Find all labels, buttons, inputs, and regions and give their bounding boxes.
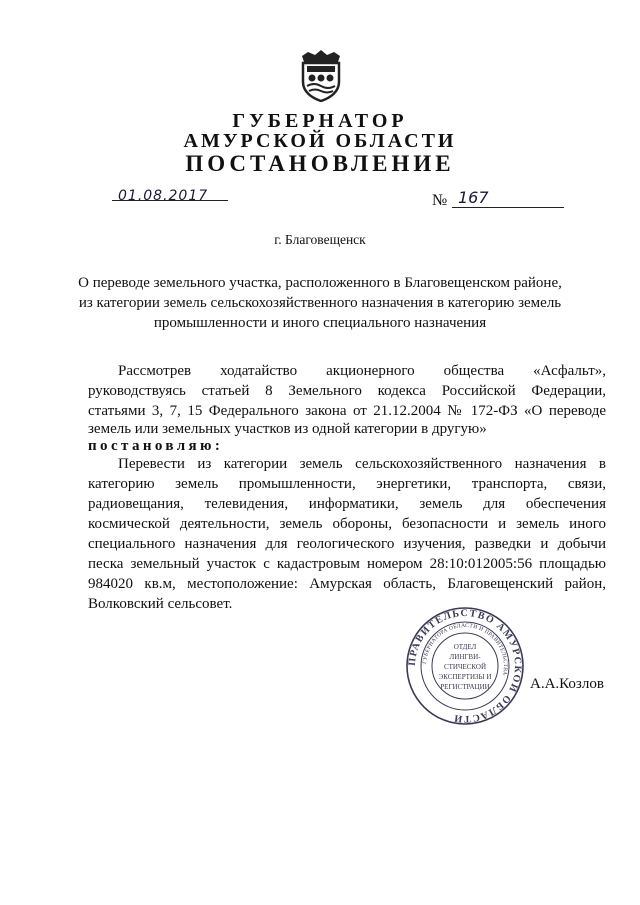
header-title-governor: ГУБЕРНАТОР bbox=[232, 110, 408, 132]
body-p2-line-3: радиовещания, телевидения, информатики, земель для обеспечения bbox=[88, 496, 606, 512]
body-p2-line-4: космической деятельности, земель обороны, безопасности и земель иного bbox=[88, 516, 606, 532]
number-underline bbox=[452, 207, 564, 208]
stamp-center-line-4: ЭКСПЕРТИЗЫ И bbox=[438, 673, 492, 681]
signer-name: А.А.Козлов bbox=[530, 676, 604, 692]
body-p2-line-8: Волковский сельсовет. bbox=[88, 596, 233, 612]
body-p1-line-2: руководствуясь статьей 8 Земельного кодекса Российской Федерации, bbox=[88, 383, 606, 399]
decree-word: постановляю: bbox=[88, 438, 224, 454]
stamp-center-line-3: СТИЧЕСКОЙ bbox=[443, 663, 487, 671]
stamp-inner-text: ГУБЕРНАТОРА ОБЛАСТИ И ПРАВИТЕЛЬСТВА bbox=[422, 622, 509, 676]
body-p1-line-3: статьями 3, 7, 15 Федерального закона от 21.12.2004 № 172-ФЗ «О переводе bbox=[88, 403, 606, 419]
coat-of-arms-icon bbox=[298, 48, 344, 102]
stamp-outer-text: ПРАВИТЕЛЬСТВО АМУРСКОЙ ОБЛАСТИ bbox=[406, 607, 524, 725]
city-name: г. Благовещенск bbox=[274, 232, 366, 247]
subject-line-1: О переводе земельного участка, расположенного в Благовещенском районе, bbox=[78, 275, 562, 291]
date-underline bbox=[112, 200, 228, 201]
stamp-center-line-2: ЛИНГВИ- bbox=[449, 653, 481, 661]
body-p2-line-5: специального назначения для геологического изучения, разведки и добычи bbox=[88, 536, 606, 552]
body-p2-line-6: песка земельный участок с кадастровым номером 28:10:012005:56 площадью bbox=[88, 556, 606, 572]
body-p1-line-1: Рассмотрев ходатайство акционерного общества «Асфальт», bbox=[118, 363, 606, 379]
stamp-center-line-5: РЕГИСТРАЦИИ bbox=[440, 683, 490, 691]
decree-number: 167 bbox=[458, 188, 489, 207]
subject-line-2: из категории земель сельскохозяйственного назначения в категорию земель bbox=[78, 295, 562, 311]
number-sign: № bbox=[432, 192, 448, 209]
body-p2-line-2: категорию земель промышленности, энергетики, транспорта, связи, bbox=[88, 476, 606, 492]
body-p2-line-1: Перевести из категории земель сельскохозяйственного назначения в bbox=[118, 456, 606, 472]
stamp-center-line-1: ОТДЕЛ bbox=[453, 643, 477, 651]
header-title-region: АМУРСКОЙ ОБЛАСТИ bbox=[183, 130, 457, 152]
official-stamp bbox=[405, 606, 525, 726]
decree-date: 01.08.2017 bbox=[118, 188, 209, 204]
body-p2-line-7: 984020 кв.м, местоположение: Амурская область, Благовещенский район, bbox=[88, 576, 606, 592]
subject-line-3: промышленности и иного специального назначения bbox=[153, 315, 487, 331]
document-type-title: ПОСТАНОВЛЕНИЕ bbox=[185, 151, 455, 176]
body-p1-line-4: земель или земельных участков из одной категории в другую» bbox=[88, 421, 487, 437]
